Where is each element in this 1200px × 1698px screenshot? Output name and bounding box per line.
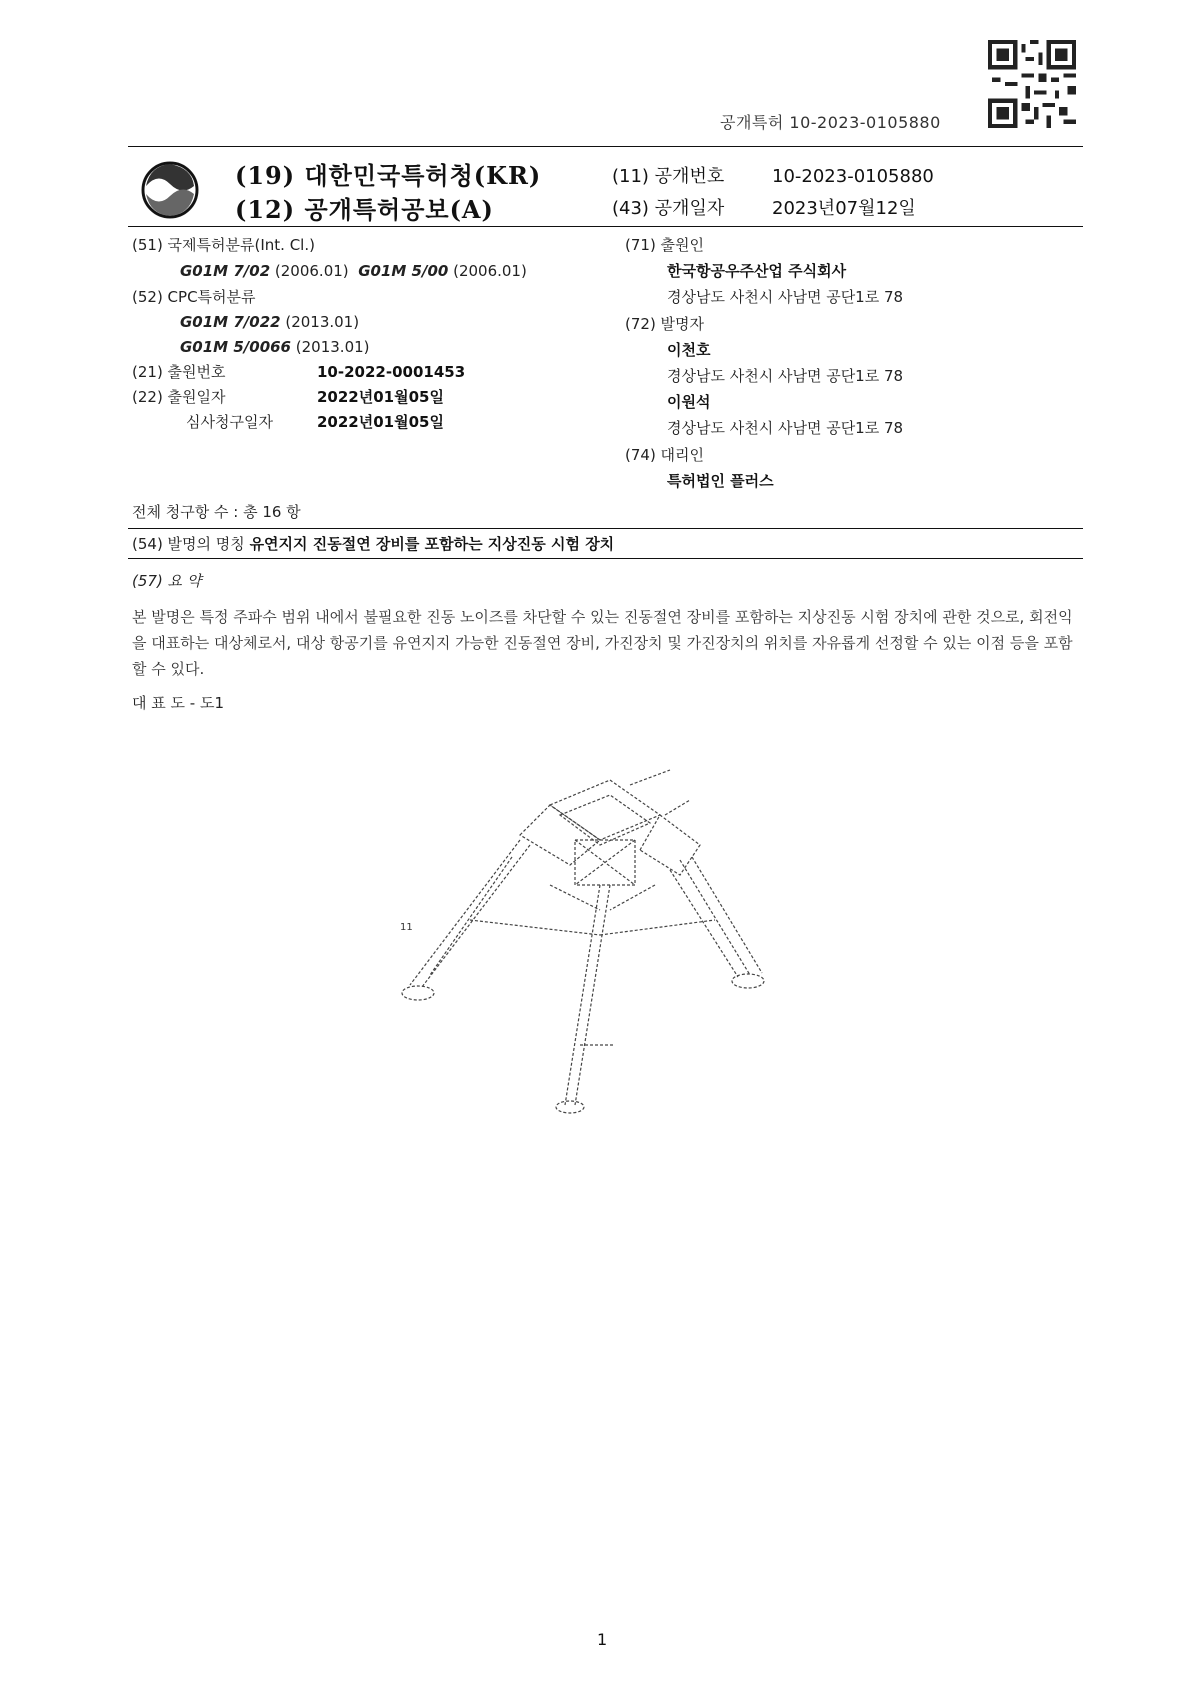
- cpc-label: (52) CPC특허분류: [132, 288, 256, 306]
- ipc-version-2: (2006.01): [453, 262, 527, 280]
- publication-number-value: 10-2023-0105880: [772, 166, 934, 187]
- invention-title-row: [132, 535, 614, 553]
- ipc-code-1: G01M 7/02: [180, 262, 271, 280]
- publication-date-value: 2023년07월12일: [772, 198, 916, 219]
- ipc-label: (51) 국제특허분류(Int. Cl.): [132, 236, 315, 254]
- cpc-code-1: G01M 7/022: [180, 313, 281, 331]
- inventor-1-address: 경상남도 사천시 사남면 공단1로 78: [667, 367, 904, 385]
- document-type: (12) 공개특허공보(A): [235, 195, 494, 224]
- cpc-code-2: G01M 5/0066: [180, 338, 291, 356]
- drawing-ref-11: 11: [400, 922, 413, 933]
- cpc-version-2: (2013.01): [295, 338, 370, 356]
- applicant-label: (71) 출원인: [625, 236, 705, 254]
- application-date-value: 2022년01월05일: [317, 388, 444, 406]
- application-number-label: (21) 출원번호: [132, 363, 226, 381]
- representative-drawing: [400, 745, 820, 1125]
- publication-number-top: 공개특허 10-2023-0105880: [720, 113, 941, 132]
- ipc-line: [180, 262, 527, 280]
- header-bottom-rule: [128, 226, 1083, 227]
- cpc-line-1: [180, 313, 359, 331]
- cpc-line-2: [180, 338, 370, 356]
- qr-code: [988, 40, 1076, 128]
- invention-title-value: 유연지지 진동절연 장비를 포함하는 지상진동 시험 장치: [249, 535, 615, 553]
- office-name: (19) 대한민국특허청(KR): [235, 161, 542, 190]
- abstract-label: (57) 요 약: [132, 572, 202, 590]
- abstract-text: 본 발명은 특정 주파수 범위 내에서 불필요한 진동 노이즈를 차단할 수 있는 진동절연 장비를 포함하는 지상진동 시험 장치에 관한 것으로, 회전익을 대표하는 대상체로서, 대상 항공기를 유연지지 가능한 진동절연 장비, 가진장치 및 가진장치의 위치를 자유롭게 선정할 수 있는 이점 등을 포함할 수 있다.: [132, 608, 1073, 678]
- applicant-address: 경상남도 사천시 사남면 공단1로 78: [667, 288, 904, 306]
- title-bottom-rule: [128, 558, 1083, 559]
- representative-figure-label: 대 표 도 - 도1: [132, 694, 224, 712]
- publication-date-row: [612, 194, 916, 220]
- examination-date-value: 2022년01월05일: [317, 413, 444, 431]
- inventor-1-name: 이천호: [667, 341, 711, 359]
- cpc-version-1: (2013.01): [285, 313, 360, 331]
- application-date-label: (22) 출원일자: [132, 388, 226, 406]
- kipo-logo: [140, 160, 200, 220]
- examination-date-label: 심사청구일자: [186, 413, 273, 431]
- total-claims: 전체 청구항 수 : 총 16 항: [132, 503, 301, 521]
- publication-number-label: (11) 공개번호: [612, 166, 725, 187]
- publication-date-label: (43) 공개일자: [612, 198, 725, 219]
- agent-name: 특허법인 플러스: [667, 472, 774, 490]
- publication-number-row: [612, 162, 934, 188]
- header-top-rule: [128, 146, 1083, 147]
- inventor-2-address: 경상남도 사천시 사남면 공단1로 78: [667, 419, 904, 437]
- page-number: 1: [597, 1630, 608, 1649]
- title-top-rule: [128, 528, 1083, 529]
- ipc-version-1: (2006.01): [274, 262, 349, 280]
- inventor-label: (72) 발명자: [625, 315, 705, 333]
- inventor-2-name: 이원석: [667, 393, 711, 411]
- agent-label: (74) 대리인: [625, 446, 705, 464]
- applicant-name: 한국항공우주산업 주식회사: [667, 262, 847, 280]
- ipc-code-2: G01M 5/00: [358, 262, 449, 280]
- invention-title-label: (54) 발명의 명칭: [132, 535, 245, 553]
- application-number-value: 10-2022-0001453: [317, 363, 466, 381]
